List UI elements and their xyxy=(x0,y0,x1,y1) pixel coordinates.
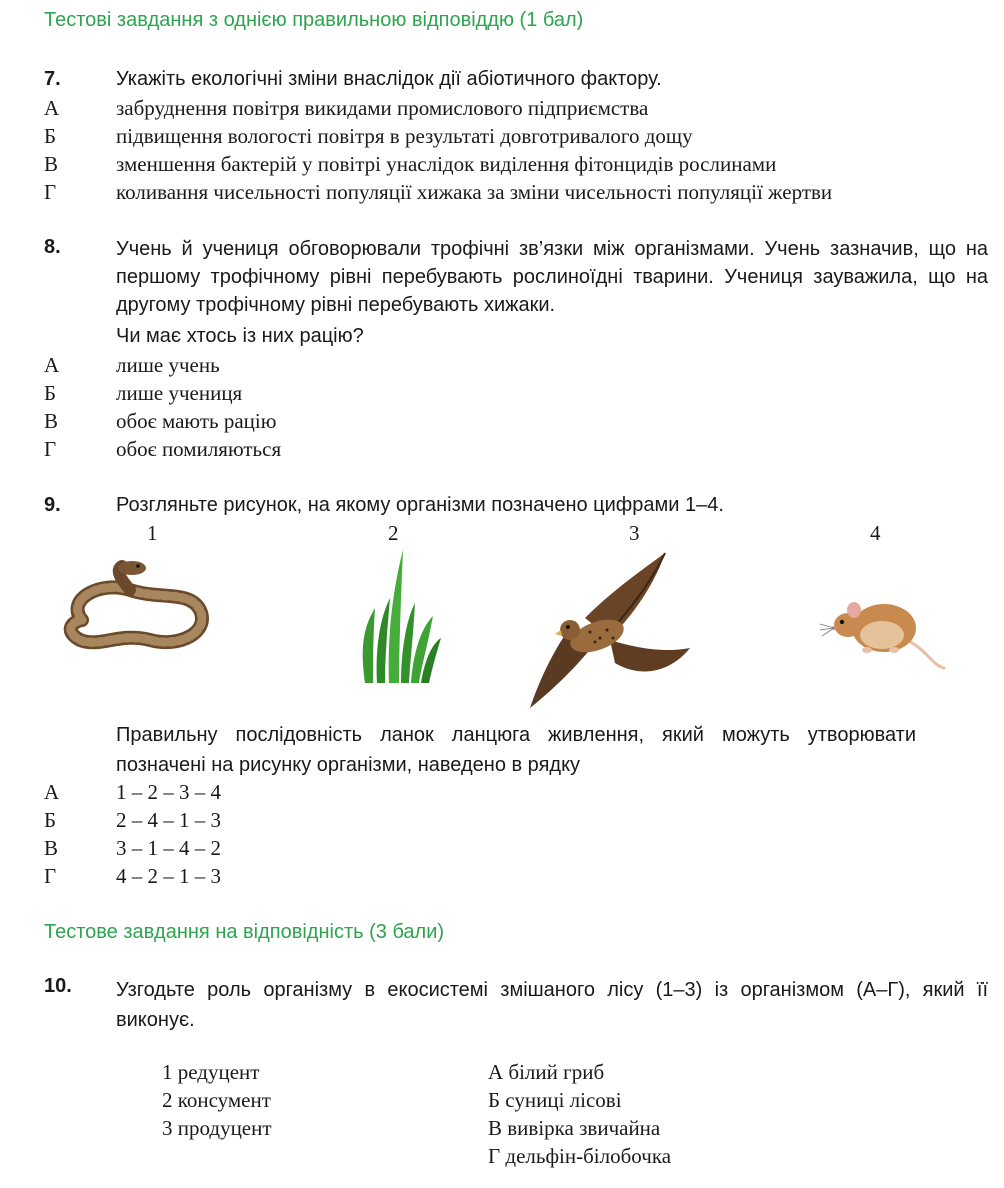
q8-option-a-letter: А xyxy=(44,353,60,377)
q10-right-item-b: Б суниці лісові xyxy=(488,1088,622,1112)
figure-label-4: 4 xyxy=(870,521,881,545)
section-title-single-answer: Тестові завдання з однією правильною відповіддю (1 бал) xyxy=(44,9,584,31)
grass-illustration xyxy=(355,548,445,686)
question-8-question: Чи має хтось із них рацію? xyxy=(116,325,364,347)
q9-option-c-letter: В xyxy=(44,836,59,860)
q9-option-d-letter: Г xyxy=(44,864,57,888)
question-10-text: Узгодьте роль організму в екосистемі змішаного лісу (1–3) із організмом (А–Г), який її виконує. xyxy=(116,979,988,1031)
q10-right-item-a: А білий гриб xyxy=(488,1060,605,1084)
question-7-number: 7. xyxy=(44,68,61,90)
figure-label-3: 3 xyxy=(629,521,640,545)
figure-label-1: 1 xyxy=(147,521,158,545)
q7-option-d-text: коливання чисельності популяції хижака за зміни чисельності популяції жертви xyxy=(116,180,833,204)
q7-option-c-text: зменшення бактерій у повітрі унаслідок виділення фітонцидів рослинами xyxy=(116,152,777,176)
q8-option-c-text: обоє мають рацію xyxy=(116,409,277,433)
question-8-text: Учень й учениця обговорювали трофічні зв’язки між організмами. Учень зазначив, що на першому трофічному рівні перебувають рослиноїдні тварини. Учениця зауважила, що на другому трофічному рівні перебувають хижаки. xyxy=(116,238,988,316)
question-10-number: 10. xyxy=(44,975,72,997)
q7-option-d-letter: Г xyxy=(44,180,57,204)
question-8-number: 8. xyxy=(44,236,61,258)
q9-option-b-text: 2 – 4 – 1 – 3 xyxy=(116,808,221,832)
q10-right-item-c: В вивірка звичайна xyxy=(488,1116,661,1140)
q9-option-c-text: 3 – 1 – 4 – 2 xyxy=(116,836,221,860)
q9-option-a-text: 1 – 2 – 3 – 4 xyxy=(116,780,221,804)
q10-left-item-3: 3 продуцент xyxy=(162,1116,272,1140)
q8-option-d-letter: Г xyxy=(44,437,57,461)
q9-option-b-letter: Б xyxy=(44,808,57,832)
question-7-text: Укажіть екологічні зміни внаслідок дії абіотичного фактору. xyxy=(116,68,662,90)
q7-option-b-text: підвищення вологості повітря в результаті довготривалого дощу xyxy=(116,124,693,148)
snake-illustration xyxy=(60,560,220,655)
q7-option-a-text: забруднення повітря викидами промислового підприємства xyxy=(116,96,649,120)
q8-option-c-letter: В xyxy=(44,409,59,433)
q7-option-b-letter: Б xyxy=(44,124,57,148)
q9-option-d-text: 4 – 2 – 1 – 3 xyxy=(116,864,221,888)
section-title-matching: Тестове завдання на відповідність (3 бали) xyxy=(44,921,445,943)
q8-option-a-text: лише учень xyxy=(116,353,220,377)
mouse-illustration xyxy=(812,580,952,675)
question-9-number: 9. xyxy=(44,494,61,516)
q9-option-a-letter: А xyxy=(44,780,60,804)
question-9-text: Розгляньте рисунок, на якому організми позначено цифрами 1–4. xyxy=(116,494,724,516)
q8-option-d-text: обоє помиляються xyxy=(116,437,282,461)
question-9-text2: Правильну послідовність ланок ланцюга живлення, який можуть утворювати позначені на рисунку організми, наведено в рядку xyxy=(116,724,916,776)
q10-left-item-1: 1 редуцент xyxy=(162,1060,260,1084)
q10-left-item-2: 2 консумент xyxy=(162,1088,271,1112)
q8-option-b-text: лише учениця xyxy=(116,381,243,405)
q7-option-a-letter: А xyxy=(44,96,60,120)
hawk-illustration xyxy=(525,548,695,713)
figure-label-2: 2 xyxy=(388,521,399,545)
q7-option-c-letter: В xyxy=(44,152,59,176)
q8-option-b-letter: Б xyxy=(44,381,57,405)
q10-right-item-d: Г дельфін-білобочка xyxy=(488,1144,672,1168)
